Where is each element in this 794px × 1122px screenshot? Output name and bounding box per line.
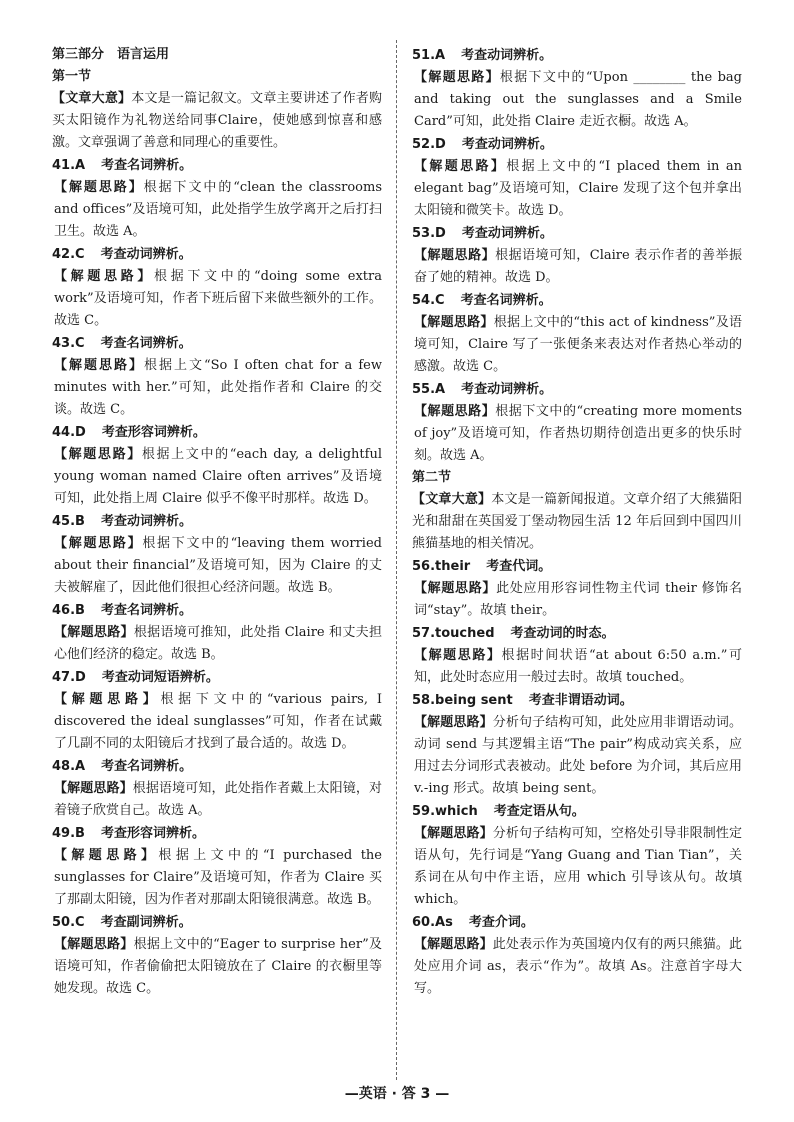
explanation-text: 此处应用形容词性物主代词 their 修饰名词“stay”。故填 their。 [414, 581, 742, 618]
question-header [412, 223, 742, 245]
question-number: 50.C [52, 915, 85, 930]
explanation [412, 645, 742, 689]
question-type: 考查动词短语辨析。 [101, 670, 219, 685]
question-number: 55.A [412, 382, 446, 397]
question-header [412, 379, 742, 401]
summary-tag: 【文章大意】 [52, 91, 132, 106]
question-number: 58.being sent [412, 693, 513, 708]
question-header [52, 333, 382, 355]
question-number: 51.A [412, 48, 446, 63]
explanation-tag: 【解题思路】 [54, 358, 144, 373]
explanation-text: 根据上文中的“this act of kindness”及语境可知，Claire 写了一张便条来表达对作者热心举动的感激。故选 C。 [414, 315, 742, 374]
question-type: 考查非谓语动词。 [528, 693, 633, 708]
explanation-text: 根据语境可推知，此处指 Claire 和丈夫担心他们经济的稳定。故选 B。 [54, 625, 382, 662]
column-divider [396, 40, 397, 1080]
section1-title: 第一节 [52, 69, 92, 84]
question-type: 考查动词辨析。 [100, 514, 192, 529]
explanation-text: 根据下文中的“creating more moments of joy”及语境可知，作者热切期待创造出更多的快乐时刻。故选 A。 [414, 404, 742, 463]
question-header [412, 134, 742, 156]
question-number: 53.D [412, 226, 446, 241]
question-header [412, 623, 742, 645]
section2-summary [412, 489, 742, 555]
question-header [52, 600, 382, 622]
explanation [52, 934, 382, 1000]
question-number: 44.D [52, 425, 86, 440]
explanation-tag: 【解题思路】 [414, 715, 493, 730]
summary-text: 本文是一篇新闻报道。文章介绍了大熊猫阳光和甜甜在英国爱丁堡动物园生活 12 年后回到中国四川熊猫基地的相关情况。 [412, 492, 742, 551]
summary-text: 本文是一篇记叙文。文章主要讲述了作者购买太阳镜作为礼物送给同事Claire，使她感到惊喜和感激。文章强调了善意和同理心的重要性。 [52, 91, 382, 150]
explanation [412, 245, 742, 289]
explanation-tag: 【解题思路】 [414, 581, 497, 596]
explanation-tag: 【解题思路】 [414, 937, 493, 952]
question-header [412, 912, 742, 934]
question-number: 45.B [52, 514, 85, 529]
explanation-tag: 【解题思路】 [414, 70, 500, 85]
explanation-text: 根据下文中的“Upon ________ the bag and taking out the sunglasses and a Smile Card”可知，此处指 Claire 走近衣橱。故选 A。 [414, 70, 742, 129]
question-type: 考查名词辨析。 [101, 759, 193, 774]
explanation-tag: 【解题思路】 [54, 269, 154, 284]
explanation-tag: 【解题思路】 [54, 848, 159, 863]
question-type: 考查代词。 [486, 559, 552, 574]
explanation [52, 533, 382, 599]
explanation-tag: 【解题思路】 [54, 692, 161, 707]
items-right-1 [412, 45, 742, 467]
question-number: 54.C [412, 293, 445, 308]
question-number: 48.A [52, 759, 86, 774]
explanation-text: 根据语境可知，此处指作者戴上太阳镜，对着镜子欣赏自己。故选 A。 [54, 781, 382, 818]
explanation-tag: 【解题思路】 [414, 404, 496, 419]
explanation [412, 401, 742, 467]
question-type: 考查名词辨析。 [460, 293, 552, 308]
explanation-tag: 【解题思路】 [54, 625, 134, 640]
explanation-text: 根据时间状语“at about 6:50 a.m.”可知，此处时态应用一般过去时。故填 touched。 [414, 648, 742, 685]
explanation [412, 578, 742, 622]
question-type: 考查动词辨析。 [461, 137, 553, 152]
explanation-text: 根据下文中的“various pairs, I discovered the ideal sunglasses”可知，作者在试戴了几副不同的太阳镜后才找到了最合适的。故选 D。 [54, 692, 382, 751]
explanation-text: 分析句子结构可知，空格处引导非限制性定语从句，先行词是“Yang Guang and Tian Tian”，关系词在从句中作主语，应用 which 引导该从句。故填 which。 [414, 826, 742, 907]
question-header [52, 244, 382, 266]
explanation-tag: 【解题思路】 [414, 315, 494, 330]
question-number: 59.which [412, 804, 478, 819]
explanation-text: 根据下文中的“doing some extra work”及语境可知，作者下班后留下来做些额外的工作。故选 C。 [54, 269, 382, 328]
question-type: 考查动词辨析。 [461, 226, 553, 241]
question-type: 考查名词辨析。 [101, 158, 193, 173]
question-number: 42.C [52, 247, 85, 262]
explanation-tag: 【解题思路】 [54, 536, 143, 551]
explanation [52, 689, 382, 755]
explanation-text: 根据上文“So I often chat for a few minutes with her.”可知，此处指作者和 Claire 的交谈。故选 C。 [54, 358, 382, 417]
section2-title: 第二节 [412, 470, 452, 485]
question-type: 考查副词辨析。 [100, 915, 192, 930]
explanation-text: 此处表示作为英国境内仅有的两只熊猫。此处应用介词 as，表示“作为”。故填 As。注意首字母大写。 [414, 937, 742, 996]
explanation-tag: 【解题思路】 [414, 826, 493, 841]
explanation [412, 312, 742, 378]
question-type: 考查名词辨析。 [100, 336, 192, 351]
explanation-tag: 【解题思路】 [54, 937, 134, 952]
question-number: 49.B [52, 826, 85, 841]
question-header [52, 823, 382, 845]
explanation-tag: 【解题思路】 [414, 248, 496, 263]
page-footer: —英语 · 答 3 — [344, 1086, 450, 1102]
explanation [52, 444, 382, 510]
explanation-text: 根据下文中的“leaving them worried about their financial”及语境可知，因为 Claire 的丈夫被解雇了，因此他们很担心经济问题。故选 B。 [54, 536, 382, 595]
question-number: 52.D [412, 137, 446, 152]
explanation-text: 根据下文中的“clean the classrooms and offices”及语境可知，此处指学生放学离开之后打扫卫生。故选 A。 [54, 180, 382, 239]
question-number: 47.D [52, 670, 86, 685]
question-number: 60.As [412, 915, 453, 930]
question-header [412, 556, 742, 578]
explanation-tag: 【解题思路】 [414, 648, 502, 663]
question-header [412, 690, 742, 712]
question-type: 考查名词辨析。 [100, 603, 192, 618]
question-number: 57.touched [412, 626, 495, 641]
explanation-text: 根据上文中的“I placed them in an elegant bag”及语境可知，Claire 发现了这个包并拿出太阳镜和微笑卡。故选 D。 [414, 159, 742, 218]
part-title: 第三部分 语言运用 [52, 47, 170, 62]
question-header [52, 155, 382, 177]
explanation [52, 778, 382, 822]
question-number: 43.C [52, 336, 85, 351]
explanation [52, 355, 382, 421]
explanation [412, 934, 742, 1000]
question-header [412, 290, 742, 312]
question-header [52, 667, 382, 689]
question-number: 41.A [52, 158, 86, 173]
explanation [412, 712, 742, 800]
explanation-tag: 【解题思路】 [54, 781, 133, 796]
question-type: 考查定语从句。 [493, 804, 585, 819]
question-type: 考查形容词辨析。 [100, 826, 205, 841]
explanation-text: 根据上文中的“Eager to surprise her”及语境可知，作者偷偷把太阳镜放在了 Claire 的衣橱里等她发现。故选 C。 [54, 937, 382, 996]
question-header [52, 511, 382, 533]
explanation [412, 823, 742, 911]
question-type: 考查动词的时态。 [510, 626, 615, 641]
explanation [52, 622, 382, 666]
explanation [52, 177, 382, 243]
explanation-text: 分析句子结构可知，此处应用非谓语动词。动词 send 与其逻辑主语“The pair”构成动宾关系，应用过去分词形式表被动。此处 before 为介词，其后应用 v.-ing 形式。故填 being sent。 [414, 715, 742, 796]
question-number: 56.their [412, 559, 471, 574]
question-type: 考查动词辨析。 [461, 382, 553, 397]
section1-summary [52, 88, 382, 154]
question-number: 46.B [52, 603, 85, 618]
explanation [412, 156, 742, 222]
explanation-tag: 【解题思路】 [54, 447, 142, 462]
left-column [52, 44, 382, 1000]
explanation-text: 根据语境可知，Claire 表示作者的善举振奋了她的精神。故选 D。 [414, 248, 742, 285]
right-column [412, 44, 742, 1000]
question-type: 考查动词辨析。 [100, 247, 192, 262]
question-type: 考查形容词辨析。 [101, 425, 206, 440]
explanation [52, 266, 382, 332]
question-header [52, 756, 382, 778]
question-header [52, 912, 382, 934]
question-header [412, 801, 742, 823]
summary-tag: 【文章大意】 [412, 492, 492, 507]
items-left [52, 155, 382, 1000]
question-header [52, 422, 382, 444]
explanation-text: 根据上文中的“I purchased the sunglasses for Claire”及语境可知，作者为 Claire 买了那副太阳镜，因为作者对那副太阳镜很满意。故选 B。 [54, 848, 382, 907]
items-right-2 [412, 556, 742, 1000]
question-header [412, 45, 742, 67]
explanation-tag: 【解题思路】 [54, 180, 144, 195]
explanation-tag: 【解题思路】 [414, 159, 507, 174]
explanation [412, 67, 742, 133]
explanation-text: 根据上文中的“each day, a delightful young woman named Claire often arrives”及语境可知，此处指上周 Claire 似乎不像平时那样。故选 D。 [54, 447, 382, 506]
question-type: 考查介词。 [468, 915, 534, 930]
explanation [52, 845, 382, 911]
question-type: 考查动词辨析。 [461, 48, 553, 63]
